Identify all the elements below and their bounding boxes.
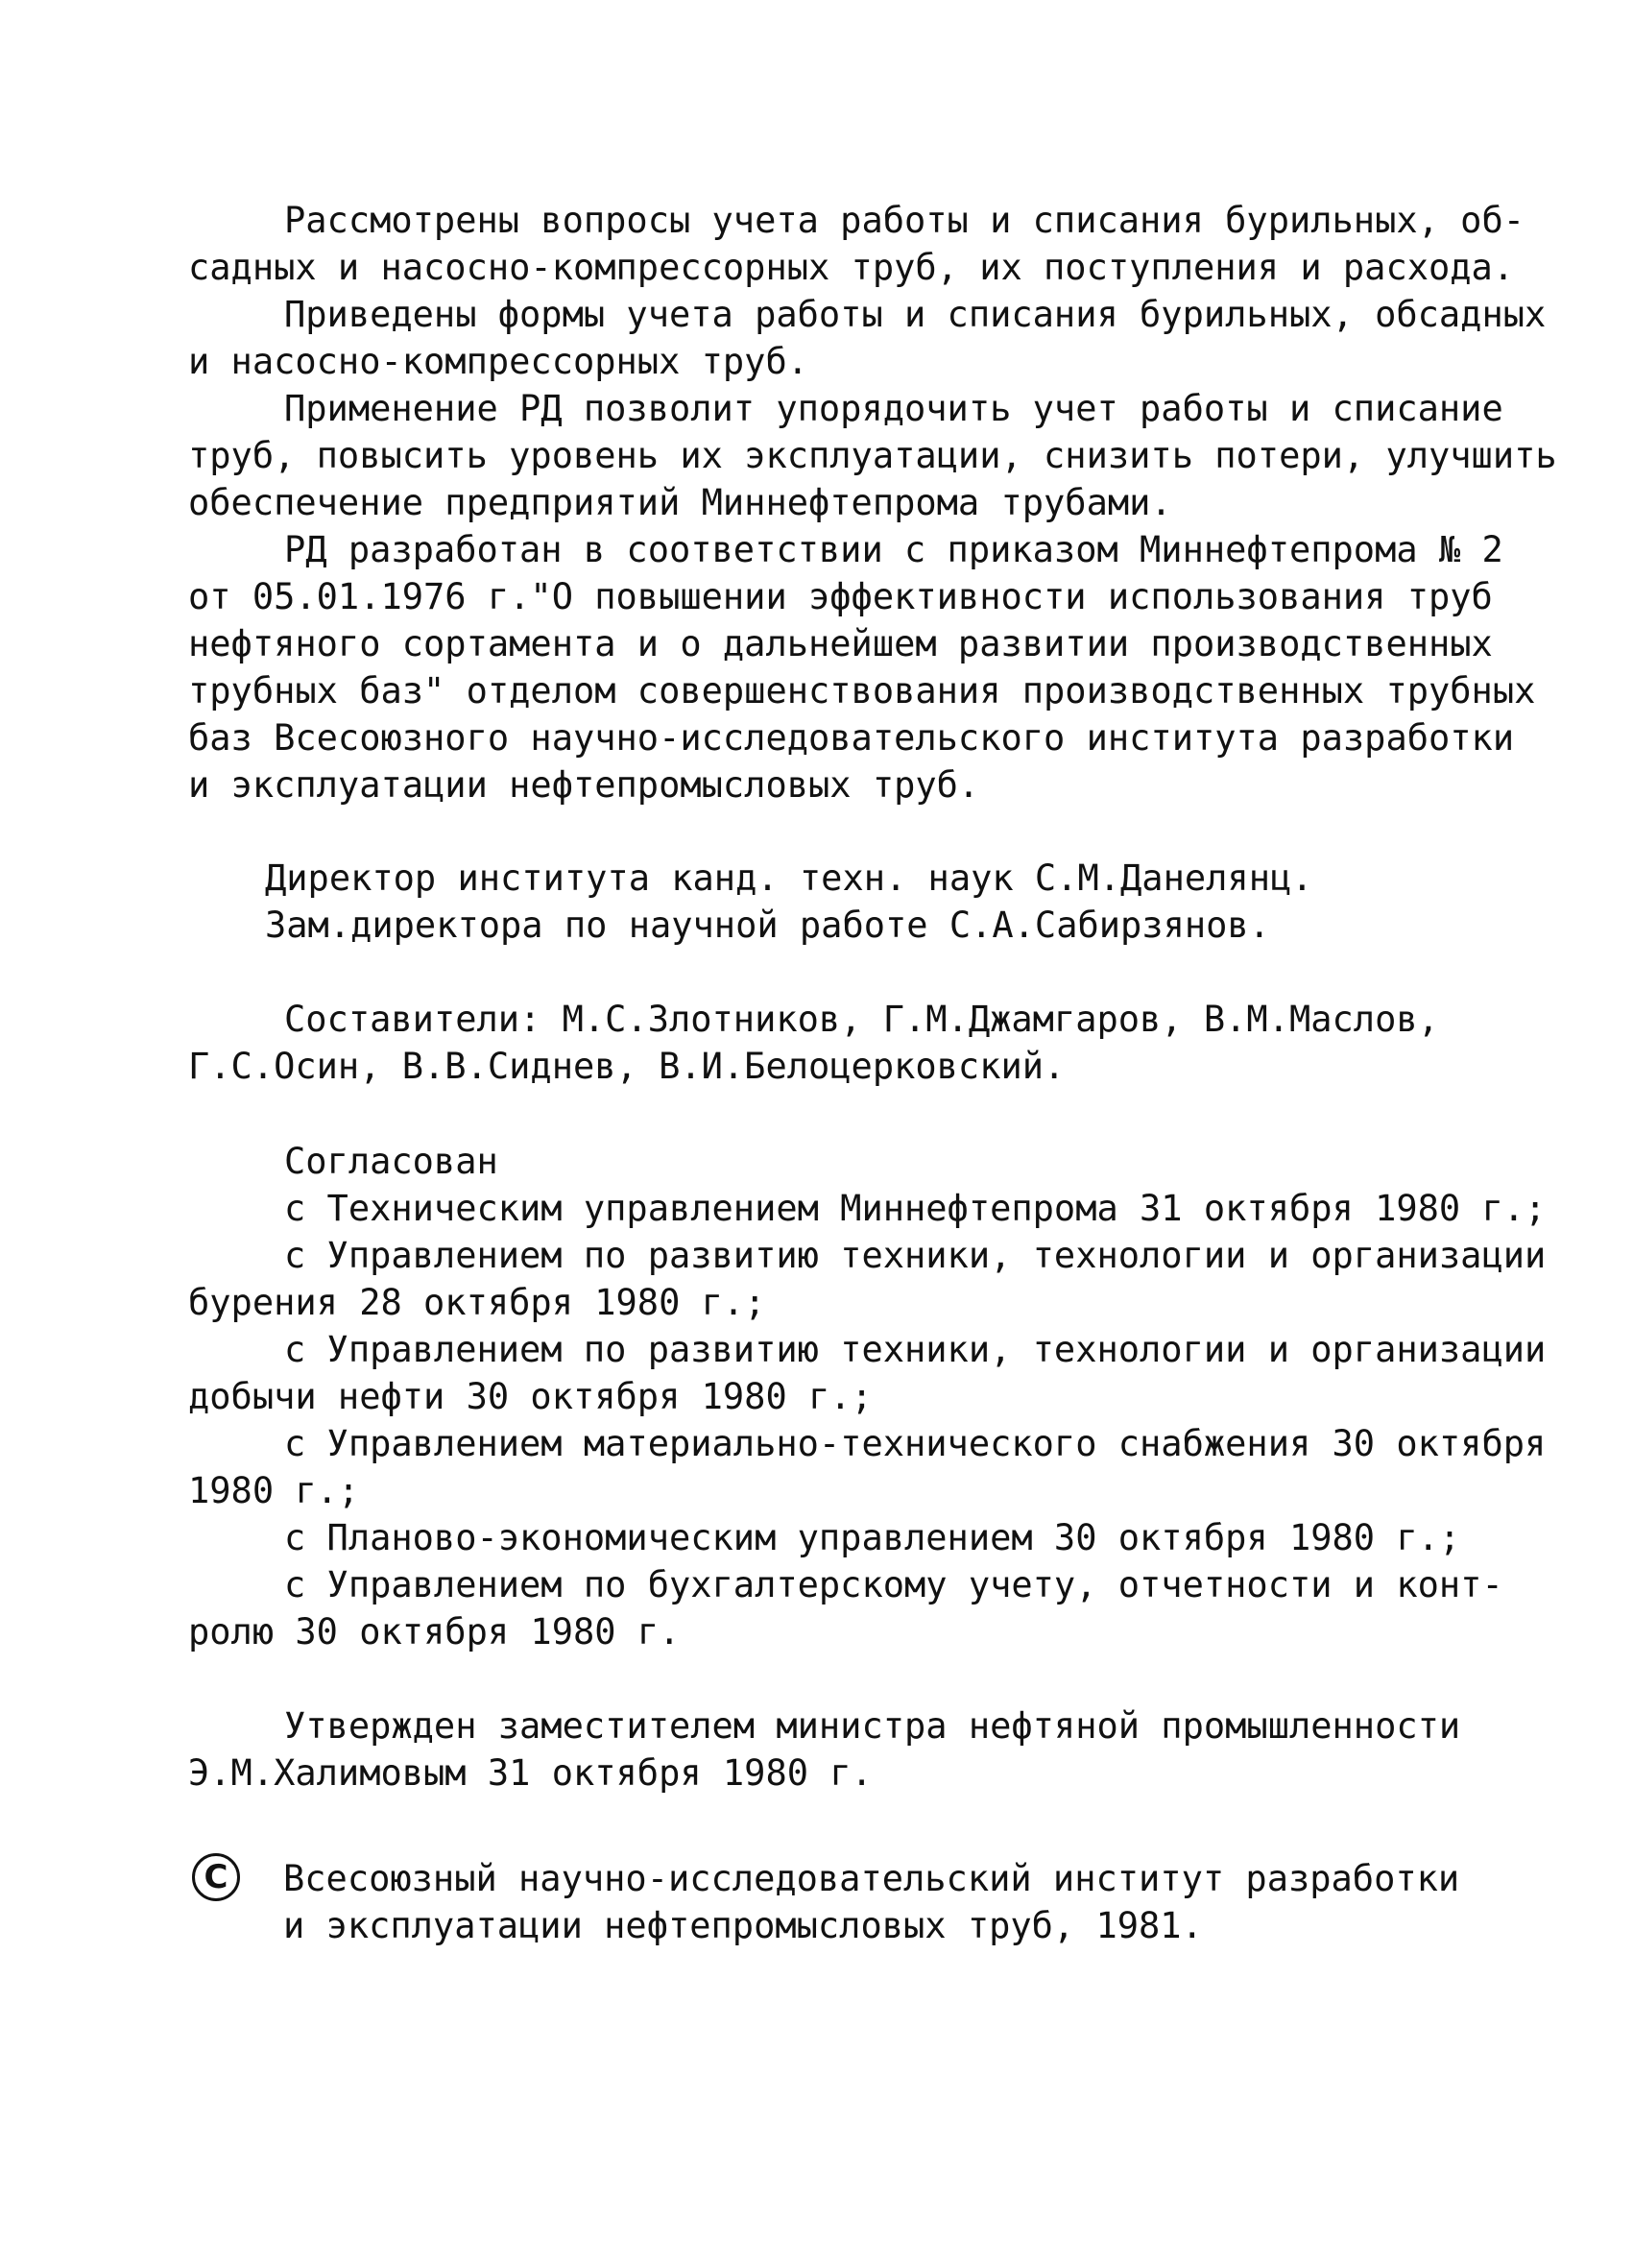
agreed-item-continuation: 1980 г.;	[188, 1470, 360, 1511]
text-line: Рассмотрены вопросы учета работы и списания бурильных, об-	[284, 200, 1525, 241]
text-line: Приведены формы учета работы и списания бурильных, обсадных	[284, 294, 1547, 335]
agreed-heading: Согласован	[284, 1141, 498, 1182]
agreed-item-continuation: добычи нефти 30 октября 1980 г.;	[188, 1376, 873, 1417]
text-line: и эксплуатации нефтепромысловых труб.	[188, 764, 980, 806]
intro-paragraph-3	[188, 385, 1557, 526]
text-line: нефтяного сортамента и о дальнейшем развитии производственных	[188, 623, 1493, 664]
text-line: Э.М.Халимовым 31 октября 1980 г.	[188, 1752, 873, 1794]
text-line: Г.С.Осин, В.В.Сиднев, В.И.Белоцерковский.	[188, 1046, 1066, 1087]
copyright-text	[283, 1855, 1459, 1949]
agreed-item: с Управлением по развитию техники, технологии и организации	[284, 1329, 1547, 1370]
deputy-director-line: Зам.директора по научной работе С.А.Сабирзянов.	[265, 905, 1270, 946]
text-line: и эксплуатации нефтепромысловых труб, 1981.	[283, 1905, 1203, 1946]
agreed-item: с Управлением материально-технического снабжения 30 октября	[284, 1423, 1547, 1464]
director-line: Директор института канд. техн. наук С.М.Данелянц.	[265, 857, 1313, 899]
agreed-block	[188, 1138, 1547, 1655]
intro-paragraph-1	[188, 197, 1525, 291]
text-line: трубных баз" отделом совершенствования производственных трубных	[188, 670, 1536, 712]
text-line: обеспечение предприятий Миннефтепрома трубами.	[188, 482, 1172, 523]
text-line: труб, повысить уровень их эксплуатации, снизить потери, улучшить	[188, 435, 1557, 476]
agreed-item-continuation: бурения 28 октября 1980 г.;	[188, 1282, 766, 1323]
agreed-item: с Управлением по развитию техники, технологии и организации	[284, 1235, 1547, 1276]
intro-paragraph-4	[188, 526, 1536, 808]
text-line: РД разработан в соответствии с приказом Миннефтепрома № 2	[284, 529, 1503, 570]
agreed-item: с Техническим управлением Миннефтепрома 31 октября 1980 г.;	[284, 1188, 1547, 1229]
agreed-item-continuation: ролю 30 октября 1980 г.	[188, 1611, 681, 1653]
text-line: и насосно-компрессорных труб.	[188, 341, 809, 382]
agreed-item: с Управлением по бухгалтерскому учету, отчетности и конт-	[284, 1564, 1503, 1605]
management-block	[188, 855, 1455, 949]
text-line: Составители: М.С.Злотников, Г.М.Джамгаров, В.М.Маслов,	[284, 999, 1439, 1040]
copyright-icon: C	[192, 1853, 240, 1901]
agreed-item: с Планово-экономическим управлением 30 октября 1980 г.;	[284, 1517, 1461, 1558]
text-line: Применение РД позволит упорядочить учет работы и списание	[284, 388, 1503, 429]
text-line: Всесоюзный научно-исследовательский институт разработки	[283, 1858, 1460, 1899]
text-line: садных и насосно-компрессорных труб, их поступления и расхода.	[188, 247, 1515, 288]
authors-block	[188, 996, 1455, 1090]
intro-paragraph-2	[188, 291, 1547, 385]
approved-block	[188, 1702, 1461, 1797]
text-line: баз Всесоюзного научно-исследовательского института разработки	[188, 717, 1515, 759]
text-line: Утвержден заместителем министра нефтяной промышленности	[284, 1705, 1461, 1747]
text-line: от 05.01.1976 г."О повышении эффективности использования труб	[188, 576, 1493, 617]
